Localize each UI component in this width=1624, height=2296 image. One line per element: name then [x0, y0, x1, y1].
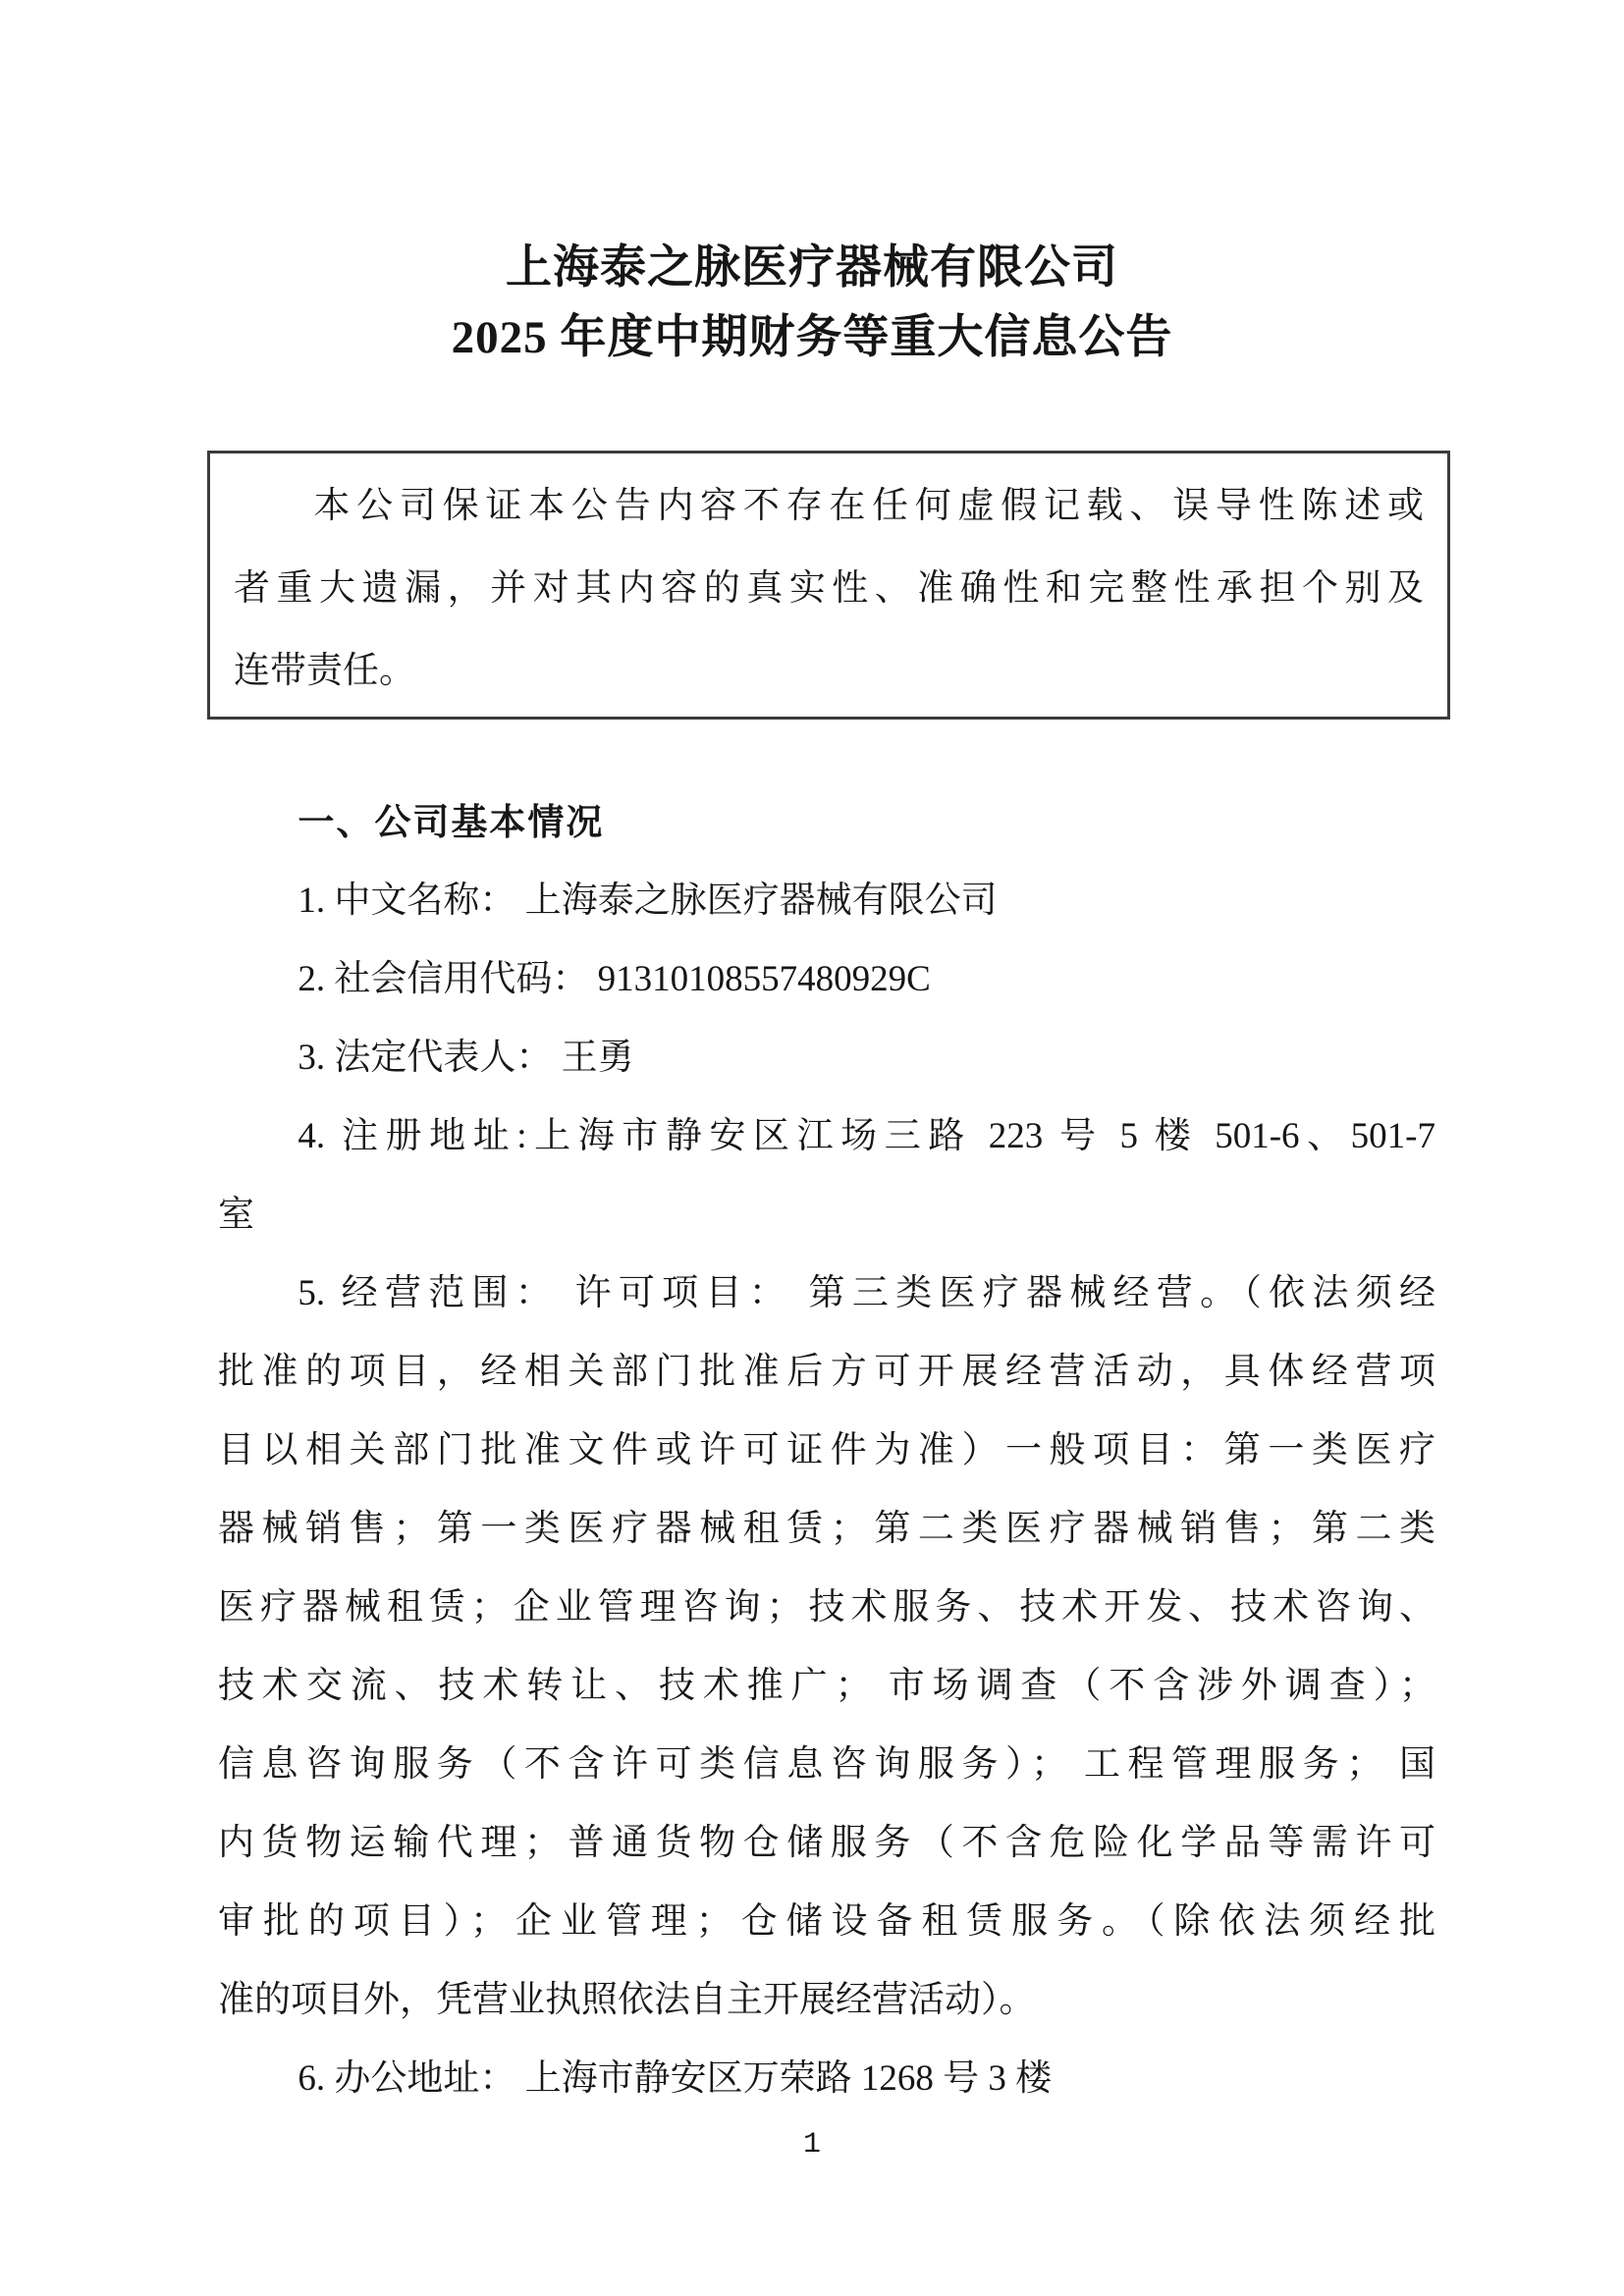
- disclaimer-box: [207, 451, 1450, 720]
- document-title: [0, 234, 1624, 373]
- item-legal-representative: 3. 法定代表人： 王勇: [298, 1038, 634, 1078]
- item-office-address: 6. 办公地址： 上海市静安区万荣路 1268 号 3 楼: [298, 2058, 1053, 2099]
- item-business-scope-line-1: 5. 经营范围： 许可项目： 第三类医疗器械经营。（依法须经: [298, 1273, 1435, 1313]
- disclaimer-line-3: 连带责任。: [234, 651, 415, 691]
- disclaimer-line-1: 本公司保证本公告内容不存在任何虚假记载、误导性陈述或: [313, 486, 1424, 526]
- title-line-1: 上海泰之脉医疗器械有限公司: [506, 242, 1118, 294]
- item-credit-code: 2. 社会信用代码： 91310108557480929C: [298, 959, 931, 999]
- section-basic-info: [218, 783, 1435, 2118]
- item-business-scope-line-8: 内货物运输代理；普通货物仓储服务（不含危险化学品等需许可: [218, 1823, 1435, 1863]
- section-heading: 一、公司基本情况: [298, 802, 605, 842]
- disclaimer-line-2: 者重大遗漏，并对其内容的真实性、准确性和完整性承担个别及: [234, 568, 1424, 609]
- item-business-scope-line-2: 批准的项目，经相关部门批准后方可开展经营活动，具体经营项: [218, 1352, 1435, 1392]
- item-chinese-name: 1. 中文名称： 上海泰之脉医疗器械有限公司: [298, 881, 998, 921]
- item-business-scope-line-4: 器械销售；第一类医疗器械租赁；第二类医疗器械销售；第二类: [218, 1509, 1435, 1549]
- item-business-scope-line-3: 目以相关部门批准文件或许可证件为准）一般项目：第一类医疗: [218, 1430, 1435, 1470]
- item-business-scope-line-9: 审批的项目）；企业管理；仓储设备租赁服务。（除依法须经批: [218, 1901, 1435, 1942]
- title-line-2: 2025 年度中期财务等重大信息公告: [451, 312, 1173, 363]
- item-registered-address-line-1: 4. 注册地址:上海市静安区江场三路 223 号 5 楼 501-6、501-7: [298, 1116, 1435, 1156]
- item-business-scope-line-7: 信息咨询服务（不含许可类信息咨询服务）； 工程管理服务； 国: [218, 1744, 1435, 1785]
- item-business-scope-line-10: 准的项目外，凭营业执照依法自主开展经营活动）。: [218, 1980, 1036, 2020]
- item-business-scope-line-6: 技术交流、技术转让、技术推广； 市场调查（不含涉外调查）；: [218, 1666, 1435, 1706]
- item-business-scope-line-5: 医疗器械租赁；企业管理咨询；技术服务、技术开发、技术咨询、: [218, 1587, 1435, 1628]
- item-registered-address-line-2: 室: [218, 1195, 254, 1235]
- page-number: 1: [802, 2128, 821, 2162]
